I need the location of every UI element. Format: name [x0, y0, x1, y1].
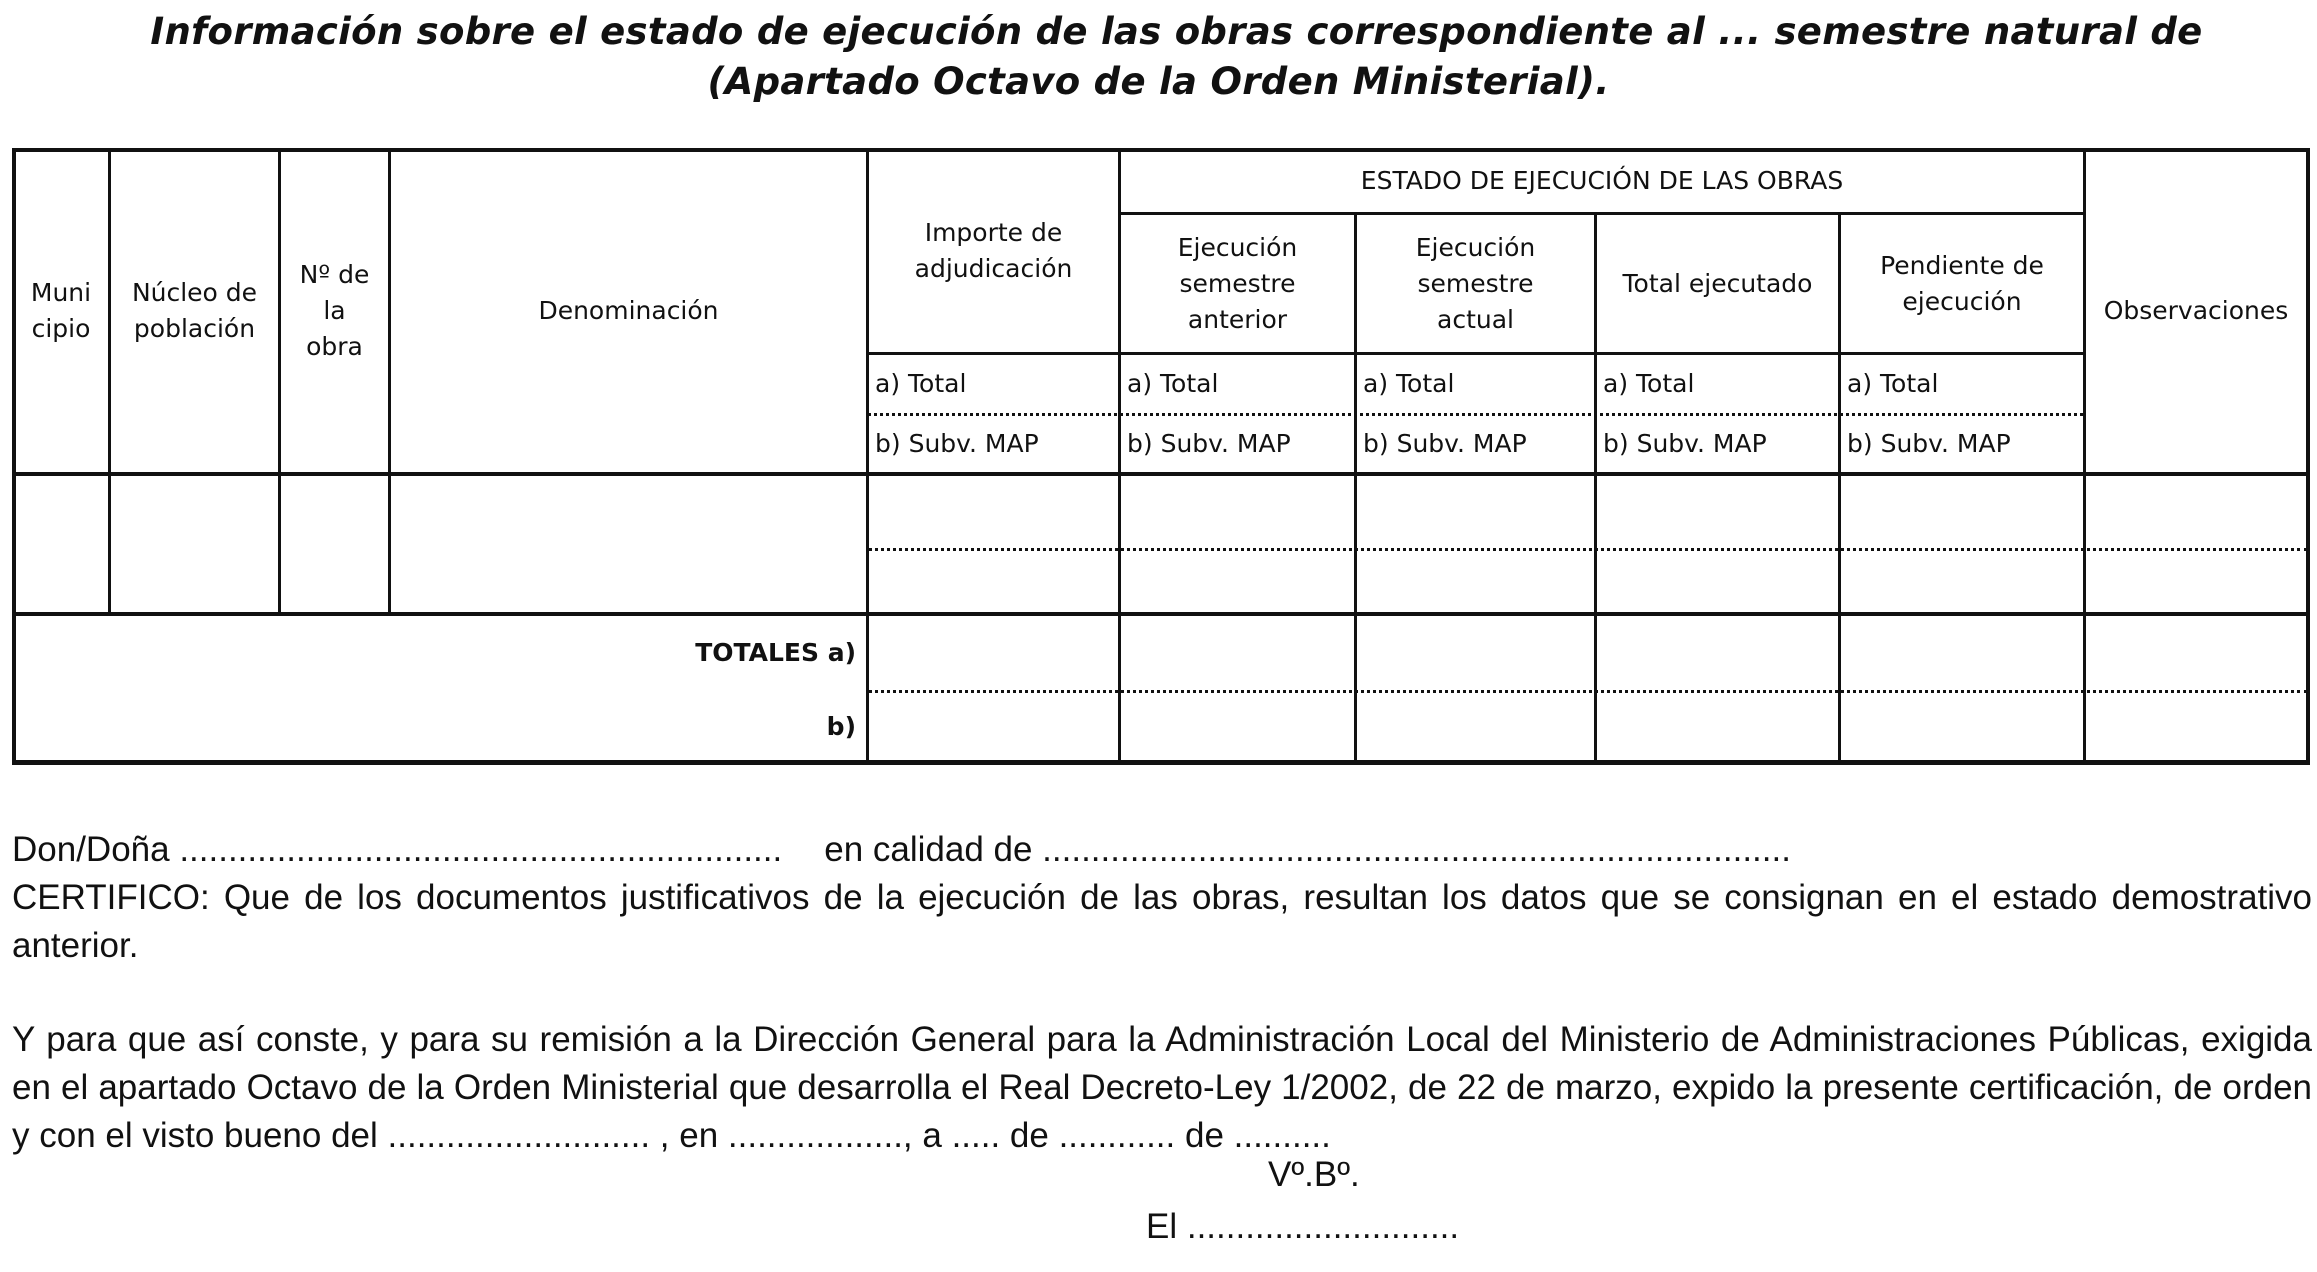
subheader-pendiente-subv: b) Subv. MAP	[1847, 429, 2011, 458]
header-numero-obra: Nº de la obra	[299, 260, 370, 361]
table-border-right	[2306, 148, 2310, 764]
subheader-totalejec-subv: b) Subv. MAP	[1603, 429, 1767, 458]
visto-bueno-label: Vº.Bº.	[1268, 1155, 1360, 1194]
header-denominacion: Denominación	[538, 296, 719, 325]
don-dona-field: Don/Doña ..............................................................	[12, 830, 783, 869]
subheader-totalejec-total: a) Total	[1603, 369, 1695, 398]
table-border-bottom	[12, 760, 2310, 765]
table-border-header-bottom	[12, 472, 2310, 476]
header-pendiente: Pendiente de ejecución	[1880, 250, 2044, 316]
header-total-ejecutado: Total ejecutado	[1622, 268, 1813, 298]
subheader-actual-total: a) Total	[1363, 369, 1455, 398]
header-observaciones: Observaciones	[2103, 296, 2289, 325]
totals-label-b: b)	[826, 711, 856, 741]
certificate-name-line	[12, 826, 2312, 874]
header-importe: Importe de adjudicación	[914, 218, 1073, 283]
subheader-anterior-subv: b) Subv. MAP	[1127, 429, 1291, 458]
certificate-paragraph: CERTIFICO: Que de los documentos justificativos de la ejecución de las obras, resultan los datos que se consignan en el estado demostrativo anterior.	[12, 878, 2312, 965]
header-nucleo: Núcleo de población	[131, 278, 258, 343]
document-title: Información sobre el estado de ejecución de las obras correspondiente al ... semestre natural de	[150, 10, 2203, 53]
subheader-actual-subv: b) Subv. MAP	[1363, 429, 1527, 458]
header-municipio: Muni cipio	[30, 278, 92, 343]
header-ejecucion-actual: Ejecución semestre actual	[1415, 232, 1536, 334]
document-subtitle: (Apartado Octavo de la Orden Ministerial).	[707, 60, 1610, 103]
subheader-anterior-total: a) Total	[1127, 369, 1219, 398]
data-dotted-separator	[868, 548, 2308, 551]
subheader-pendiente-total: a) Total	[1847, 369, 1939, 398]
subheader-importe-subv: b) Subv. MAP	[875, 429, 1039, 458]
signature-line: El ............................	[1146, 1207, 1460, 1246]
en-calidad-de-field: en calidad de .............................................................................	[824, 830, 1791, 869]
header-ejecucion-anterior: Ejecución semestre anterior	[1177, 232, 1298, 334]
header-estado-ejecucion: ESTADO DE EJECUCIÓN DE LAS OBRAS	[1360, 166, 1844, 195]
remission-paragraph: Y para que así conste, y para su remisión a la Dirección General para la Administración Local del Ministerio de Administraciones Públicas, exigida en el apartado Octavo de la Orden Ministerial que desarrolla el Real Decreto-Ley 1/2002, de 22 de marzo, expido la presente certificación, de orden y con el visto bueno del ........................... , en .................., a ..... de ............ de ..........	[12, 1020, 2312, 1155]
totals-dotted-separator	[868, 690, 2308, 693]
subheader-importe-total: a) Total	[875, 369, 967, 398]
totals-label-a: TOTALES a)	[695, 638, 856, 667]
